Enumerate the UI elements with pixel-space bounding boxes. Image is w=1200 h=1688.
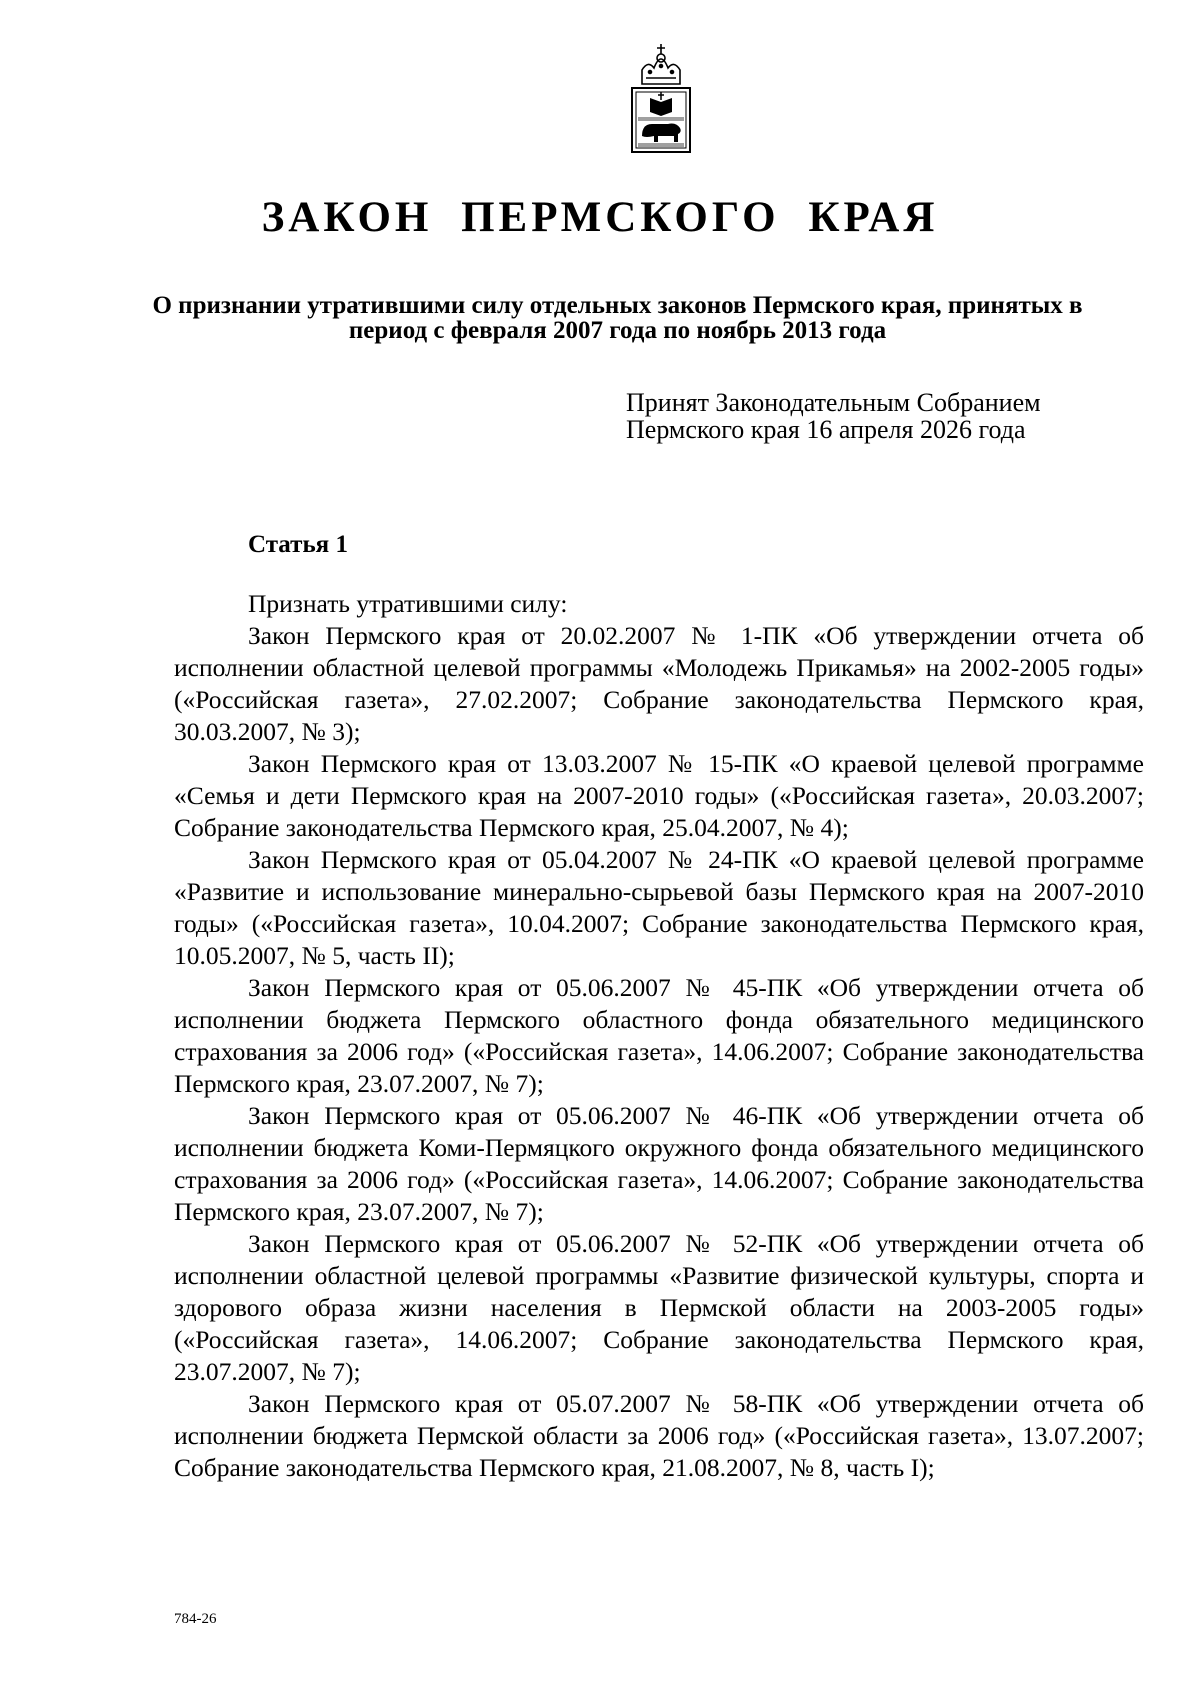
document-number: 784-26 [174, 1611, 217, 1627]
law-title: ЗАКОН ПЕРМСКОГО КРАЯ [261, 194, 939, 241]
law-paragraph: Закон Пермского края от 20.02.2007 № 1-ПК «Об утверждении отчета об исполнении областной целевой программы «Молодежь Прикамья» на 2002-2005 годы» («Российская газета», 27.02.2007; Собрание законодательства Пермского края, 30.03.2007, № 3); [174, 621, 1144, 746]
law-subtitle: О признании утратившими силу отдельных законов Пермского края, принятых в период с февраля 2007 года по ноябрь 2013 года [152, 292, 1083, 344]
law-paragraph: Закон Пермского края от 05.06.2007 № 46-ПК «Об утверждении отчета об исполнении бюджета Коми-Пермяцкого окружного фонда обязательного медицинского страхования за 2006 год» («Российская газета», 14.06.2007; Собрание законодательства Пермского края, 23.07.2007, № 7); [174, 1101, 1144, 1226]
law-paragraph: Закон Пермского края от 05.06.2007 № 52-ПК «Об утверждении отчета об исполнении областной целевой программы «Развитие физической культуры, спорта и здорового образа жизни населения в Пермской области на 2003-2005 годы» («Российская газета», 14.06.2007; Собрание законодательства Пермского края, 23.07.2007, № 7); [174, 1229, 1144, 1386]
law-paragraph: Закон Пермского края от 05.07.2007 № 58-ПК «Об утверждении отчета об исполнении бюджета Пермской области за 2006 год» («Российская газета», 13.07.2007; Собрание законодательства Пермского края, 21.08.2007, № 8, часть I); [174, 1389, 1144, 1482]
article-heading: Статья 1 [248, 531, 348, 558]
law-paragraph: Закон Пермского края от 05.04.2007 № 24-ПК «О краевой целевой программе «Развитие и использование минерально-сырьевой базы Пермского края на 2007-2010 годы» («Российская газета», 10.04.2007; Собрание законодательства Пермского края, 10.05.2007, № 5, часть II); [174, 845, 1144, 970]
adoption-note [626, 389, 1041, 443]
law-paragraph: Закон Пермского края от 05.06.2007 № 45-ПК «Об утверждении отчета об исполнении бюджета Пермского областного фонда обязательного медицинского страхования за 2006 год» («Российская газета», 14.06.2007; Собрание законодательства Пермского края, 23.07.2007, № 7); [174, 973, 1144, 1098]
adoption-line-2: Пермского края 16 апреля 2026 года [626, 415, 1026, 444]
law-paragraph: Закон Пермского края от 13.03.2007 № 15-ПК «О краевой целевой программе «Семья и дети Пермского края на 2007-2010 годы» («Российская газета», 20.03.2007; Собрание законодательства Пермского края, 25.04.2007, № 4); [174, 749, 1144, 842]
article-intro: Признать утратившими силу: [248, 589, 568, 618]
adoption-line-1: Принят Законодательным Собранием [626, 388, 1041, 417]
coat-of-arms-icon [628, 40, 694, 158]
article-body [174, 588, 1144, 1484]
